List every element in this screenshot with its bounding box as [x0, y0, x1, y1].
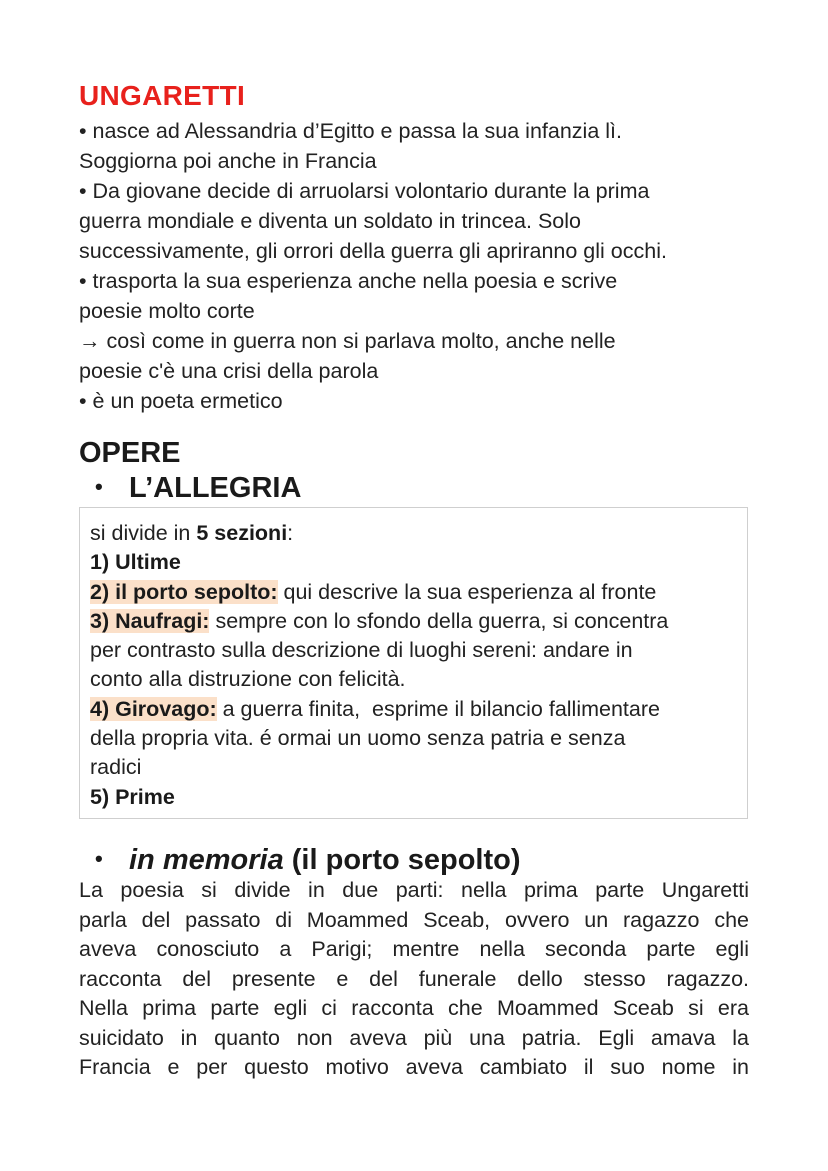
bio-item [79, 326, 759, 386]
subheading-text: L’ALLEGRIA [129, 472, 302, 504]
section-4-cont: radici [90, 755, 142, 780]
bio-item [79, 386, 759, 416]
paragraph-line: aveva conosciuto a Parigi; mentre nella seconda parte egli [79, 937, 749, 961]
page-title: UNGARETTI [79, 80, 246, 111]
memoria-paragraph [79, 876, 749, 1083]
intro-colon: : [287, 521, 294, 545]
paragraph-line: racconta del presente e del funerale dello stesso ragazzo. [79, 966, 749, 991]
bio-text: così come in guerra non si parlava molto, anche nelle [106, 329, 616, 353]
bio-item [79, 116, 759, 176]
section-3-cont: per contrasto sulla descrizione di luoghi sereni: andare in [90, 638, 633, 663]
section-4 [90, 695, 747, 724]
arrow-right-icon: → [79, 329, 101, 353]
bullet-icon: • [95, 846, 103, 871]
section-2-text: qui descrive la sua esperienza al fronte [277, 579, 657, 604]
biography-list [79, 116, 759, 416]
bio-text: successivamente, gli orrori della guerra gli apriranno gli occhi. [79, 239, 667, 263]
bio-item [79, 266, 759, 326]
paragraph-line: parla del passato di Moammed Sceab, ovvero un ragazzo che [79, 907, 749, 932]
bio-text: poesie c'è una crisi della parola [79, 359, 379, 383]
bio-text: Da giovane decide di arruolarsi volontario durante la prima [92, 179, 650, 203]
bullet-icon: • [79, 269, 87, 293]
bullet-icon: • [79, 389, 87, 413]
paragraph-line: Francia e per questo motivo aveva cambiato il suo nome in [79, 1055, 749, 1079]
subheading-in-memoria [79, 844, 521, 877]
subheading-allegria [79, 472, 301, 505]
section-1 [90, 548, 747, 577]
bio-text: Soggiorna poi anche in Francia [79, 149, 377, 173]
sections-intro [90, 519, 747, 548]
section-3 [90, 607, 747, 636]
intro-text: si divide in [90, 521, 197, 545]
bio-text: è un poeta ermetico [92, 389, 283, 413]
section-2 [90, 578, 747, 607]
bullet-icon: • [79, 119, 87, 143]
section-3-text: sempre con lo sfondo della guerra, si concentra [209, 608, 669, 633]
bio-item [79, 176, 759, 266]
paragraph-line: suicidato in quanto non aveva più una patria. Egli amava la [79, 1025, 749, 1050]
section-4-text: a guerra finita, esprime il bilancio fallimentare [216, 696, 660, 721]
bio-text: poesie molto corte [79, 299, 255, 323]
section-2-label: 2) il porto sepolto: [90, 579, 278, 604]
section-1-label: 1) Ultime [90, 550, 181, 575]
section-heading-opere: OPERE [79, 437, 181, 469]
section-4-label: 4) Girovago: [90, 696, 217, 721]
section-3-label: 3) Naufragi: [90, 608, 210, 633]
section-5-label: 5) Prime [90, 784, 175, 809]
allegria-sections-box [79, 507, 748, 819]
paragraph-line: Nella prima parte egli ci racconta che Moammed Sceab si era [79, 996, 749, 1020]
bullet-icon: • [79, 179, 87, 203]
bullet-icon: • [95, 474, 103, 499]
bio-text: guerra mondiale e diventa un soldato in trincea. Solo [79, 209, 581, 233]
section-3-cont: conto alla distruzione con felicità. [90, 667, 406, 692]
paragraph-line: La poesia si divide in due parti: nella prima parte Ungaretti [79, 878, 749, 902]
section-5 [90, 783, 747, 812]
section-4-cont: della propria vita. é ormai un uomo senza patria e senza [90, 726, 626, 751]
bio-text: nasce ad Alessandria d’Egitto e passa la sua infanzia lì. [92, 119, 622, 143]
intro-bold: 5 sezioni [196, 521, 288, 545]
bio-text: trasporta la sua esperienza anche nella poesia e scrive [92, 269, 618, 293]
subheading-italic: in memoria [129, 844, 284, 876]
subheading-text: (il porto sepolto) [283, 844, 521, 876]
